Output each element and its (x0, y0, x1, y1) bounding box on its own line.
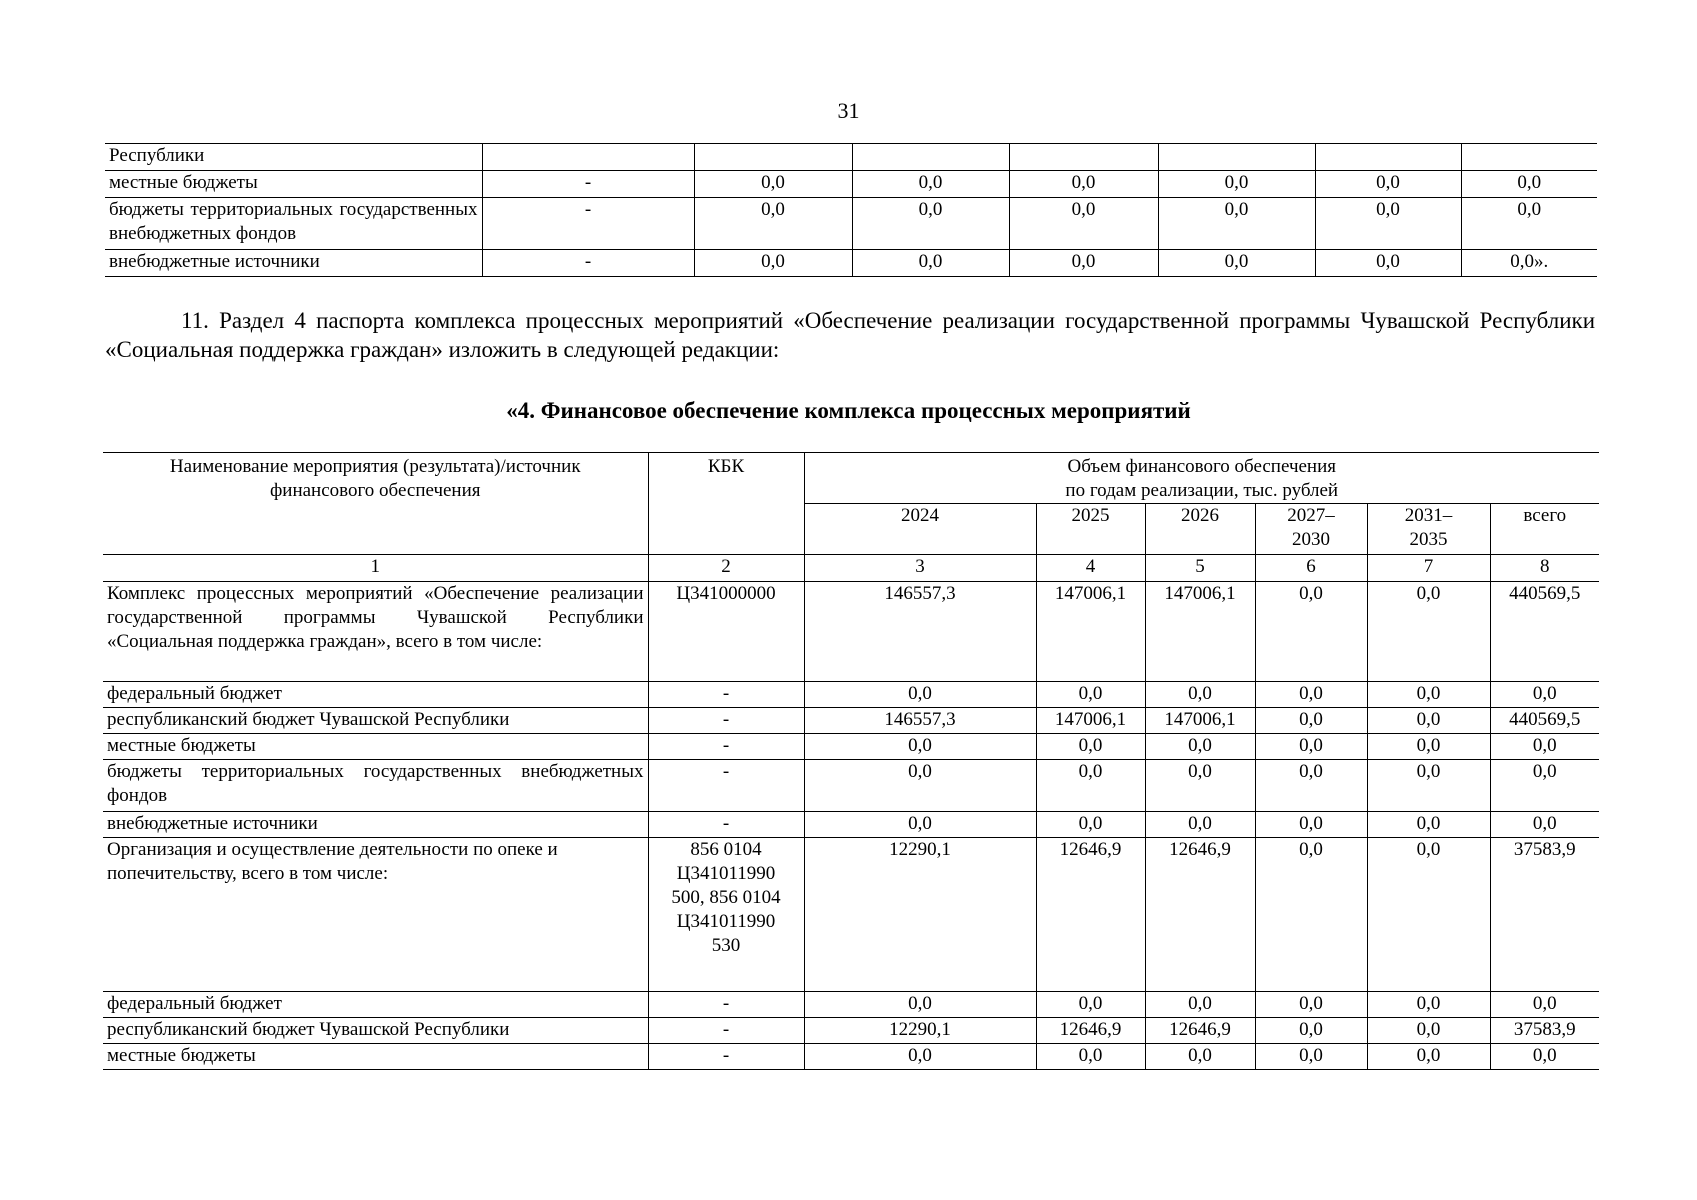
page-number: 31 (837, 98, 860, 123)
value-cell: 0,0 (1145, 992, 1255, 1018)
row-name: бюджеты территориальных государственных внебюджетных фондов (103, 760, 648, 812)
kbk-cell: - (648, 812, 804, 838)
value-cell: 12646,9 (1145, 1018, 1255, 1044)
value-cell: 0,0 (694, 171, 852, 198)
section-title: «4. Финансовое обеспечение комплекса процессных мероприятий (506, 398, 1191, 423)
value-cell: 0,0 (1255, 708, 1367, 734)
value-cell: 0,0 (1255, 734, 1367, 760)
kbk-cell: - (648, 992, 804, 1018)
value-cell: 0,0 (1461, 171, 1597, 198)
value-cell: 0,0». (1461, 250, 1597, 277)
row-name: местные бюджеты (103, 1044, 648, 1070)
column-number: 5 (1145, 555, 1255, 582)
value-cell: 0,0 (694, 198, 852, 250)
value-cell: 0,0 (1490, 682, 1599, 708)
column-number: 1 (103, 555, 648, 582)
column-number: 6 (1255, 555, 1367, 582)
value-cell: 0,0 (852, 250, 1009, 277)
value-cell: 0,0 (1367, 682, 1490, 708)
kbk-cell: - (648, 1044, 804, 1070)
table-row (103, 992, 1599, 1018)
value-cell: 0,0 (1036, 812, 1145, 838)
column-number: 2 (648, 555, 804, 582)
column-number: 8 (1490, 555, 1599, 582)
header-year: 2025 (1036, 504, 1145, 555)
value-cell: 37583,9 (1490, 838, 1599, 992)
header-volume: Объем финансового обеспечения по годам реализации, тыс. рублей (804, 453, 1599, 504)
kbk-cell: - (648, 682, 804, 708)
value-cell: 0,0 (1490, 1044, 1599, 1070)
row-name: федеральный бюджет (103, 992, 648, 1018)
kbk-cell: - (482, 198, 694, 250)
value-cell: 0,0 (1145, 1044, 1255, 1070)
value-cell: 146557,3 (804, 582, 1036, 682)
table-row (105, 144, 1597, 171)
value-cell: 0,0 (1367, 760, 1490, 812)
value-cell: 0,0 (1145, 682, 1255, 708)
value-cell: 0,0 (1315, 171, 1461, 198)
value-cell: 0,0 (1036, 734, 1145, 760)
value-cell: 0,0 (1145, 734, 1255, 760)
table-row (103, 1044, 1599, 1070)
row-name: Республики (105, 144, 482, 171)
table-row (103, 760, 1599, 812)
header-year: всего (1490, 504, 1599, 555)
table-row (105, 198, 1597, 250)
value-cell: 0,0 (694, 250, 852, 277)
value-cell: 0,0 (1255, 812, 1367, 838)
kbk-cell: 856 0104 Ц341011990 500, 856 0104 Ц341011990 530 (648, 838, 804, 992)
row-name: федеральный бюджет (103, 682, 648, 708)
kbk-cell: - (648, 734, 804, 760)
value-cell: 0,0 (1490, 812, 1599, 838)
value-cell: 0,0 (804, 1044, 1036, 1070)
value-cell: 147006,1 (1145, 582, 1255, 682)
table-row (103, 734, 1599, 760)
value-cell: 0,0 (1036, 760, 1145, 812)
value-cell: 0,0 (1036, 1044, 1145, 1070)
column-numbers-row (103, 555, 1599, 582)
kbk-cell: - (482, 250, 694, 277)
value-cell: 0,0 (1009, 171, 1158, 198)
value-cell: 0,0 (1367, 734, 1490, 760)
value-cell: 0,0 (1036, 992, 1145, 1018)
value-cell: 0,0 (1255, 582, 1367, 682)
value-cell (1158, 144, 1315, 171)
value-cell (1009, 144, 1158, 171)
table-row (103, 708, 1599, 734)
value-cell: 0,0 (1255, 682, 1367, 708)
value-cell: 0,0 (1145, 812, 1255, 838)
kbk-cell: Ц341000000 (648, 582, 804, 682)
value-cell: 12646,9 (1036, 838, 1145, 992)
value-cell: 440569,5 (1490, 708, 1599, 734)
value-cell (1461, 144, 1597, 171)
row-name: республиканский бюджет Чувашской Республики (103, 1018, 648, 1044)
value-cell: 0,0 (804, 992, 1036, 1018)
column-number: 3 (804, 555, 1036, 582)
value-cell: 147006,1 (1036, 582, 1145, 682)
value-cell: 440569,5 (1490, 582, 1599, 682)
kbk-cell: - (648, 708, 804, 734)
value-cell: 0,0 (1009, 198, 1158, 250)
value-cell: 0,0 (804, 682, 1036, 708)
kbk-cell: - (482, 171, 694, 198)
value-cell: 0,0 (1367, 708, 1490, 734)
value-cell: 0,0 (1255, 1018, 1367, 1044)
value-cell: 0,0 (1490, 734, 1599, 760)
header-year: 2027–2030 (1255, 504, 1367, 555)
header-kbk: КБК (648, 453, 804, 555)
column-number: 7 (1367, 555, 1490, 582)
value-cell: 0,0 (1315, 250, 1461, 277)
row-name: Организация и осуществление деятельности по опеке и попечительству, всего в том числе: (103, 838, 648, 992)
value-cell: 0,0 (1255, 838, 1367, 992)
value-cell: 12290,1 (804, 838, 1036, 992)
value-cell: 0,0 (1461, 198, 1597, 250)
value-cell: 12646,9 (1145, 838, 1255, 992)
row-name: республиканский бюджет Чувашской Республики (103, 708, 648, 734)
value-cell: 0,0 (1145, 760, 1255, 812)
table-row (103, 838, 1599, 992)
value-cell: 0,0 (1367, 1018, 1490, 1044)
value-cell (852, 144, 1009, 171)
table-row (103, 1018, 1599, 1044)
body-paragraph: 11. Раздел 4 паспорта комплекса процессных мероприятий «Обеспечение реализации государственной программы Чувашской Республики «Социальная поддержка граждан» изложить в следующей редакции: (105, 308, 1595, 362)
value-cell: 0,0 (1367, 812, 1490, 838)
value-cell: 0,0 (1255, 1044, 1367, 1070)
value-cell: 0,0 (804, 734, 1036, 760)
row-name: местные бюджеты (105, 171, 482, 198)
row-name: местные бюджеты (103, 734, 648, 760)
table-row (103, 812, 1599, 838)
header-row (103, 453, 1599, 504)
value-cell: 0,0 (1490, 760, 1599, 812)
value-cell: 0,0 (1036, 682, 1145, 708)
table-row (103, 682, 1599, 708)
header-name: Наименование мероприятия (результата)/источник финансового обеспечения (103, 453, 648, 555)
row-name: бюджеты территориальных государственных внебюджетных фондов (105, 198, 482, 250)
value-cell: 0,0 (804, 812, 1036, 838)
financing-table (103, 452, 1599, 1070)
value-cell: 0,0 (1367, 1044, 1490, 1070)
value-cell: 0,0 (852, 171, 1009, 198)
value-cell: 0,0 (804, 760, 1036, 812)
table-row (103, 582, 1599, 682)
value-cell (1315, 144, 1461, 171)
kbk-cell (482, 144, 694, 171)
value-cell: 147006,1 (1145, 708, 1255, 734)
value-cell: 0,0 (852, 198, 1009, 250)
row-name: внебюджетные источники (105, 250, 482, 277)
value-cell: 0,0 (1255, 992, 1367, 1018)
value-cell (694, 144, 852, 171)
value-cell: 0,0 (1490, 992, 1599, 1018)
kbk-cell: - (648, 760, 804, 812)
header-year: 2031–2035 (1367, 504, 1490, 555)
value-cell: 0,0 (1367, 838, 1490, 992)
header-year: 2026 (1145, 504, 1255, 555)
value-cell: 12646,9 (1036, 1018, 1145, 1044)
value-cell: 0,0 (1255, 760, 1367, 812)
table-row (105, 171, 1597, 198)
value-cell: 0,0 (1009, 250, 1158, 277)
value-cell: 0,0 (1315, 198, 1461, 250)
value-cell: 0,0 (1158, 198, 1315, 250)
value-cell: 0,0 (1158, 171, 1315, 198)
value-cell: 0,0 (1367, 582, 1490, 682)
row-name: внебюджетные источники (103, 812, 648, 838)
value-cell: 147006,1 (1036, 708, 1145, 734)
row-name: Комплекс процессных мероприятий «Обеспечение реализации государственной программы Чувашской Республики «Социальная поддержка граждан», всего в том числе: (103, 582, 648, 682)
continuation-table (105, 143, 1597, 277)
kbk-cell: - (648, 1018, 804, 1044)
value-cell: 0,0 (1158, 250, 1315, 277)
value-cell: 146557,3 (804, 708, 1036, 734)
header-year: 2024 (804, 504, 1036, 555)
value-cell: 0,0 (1367, 992, 1490, 1018)
value-cell: 37583,9 (1490, 1018, 1599, 1044)
table-row (105, 250, 1597, 277)
value-cell: 12290,1 (804, 1018, 1036, 1044)
column-number: 4 (1036, 555, 1145, 582)
